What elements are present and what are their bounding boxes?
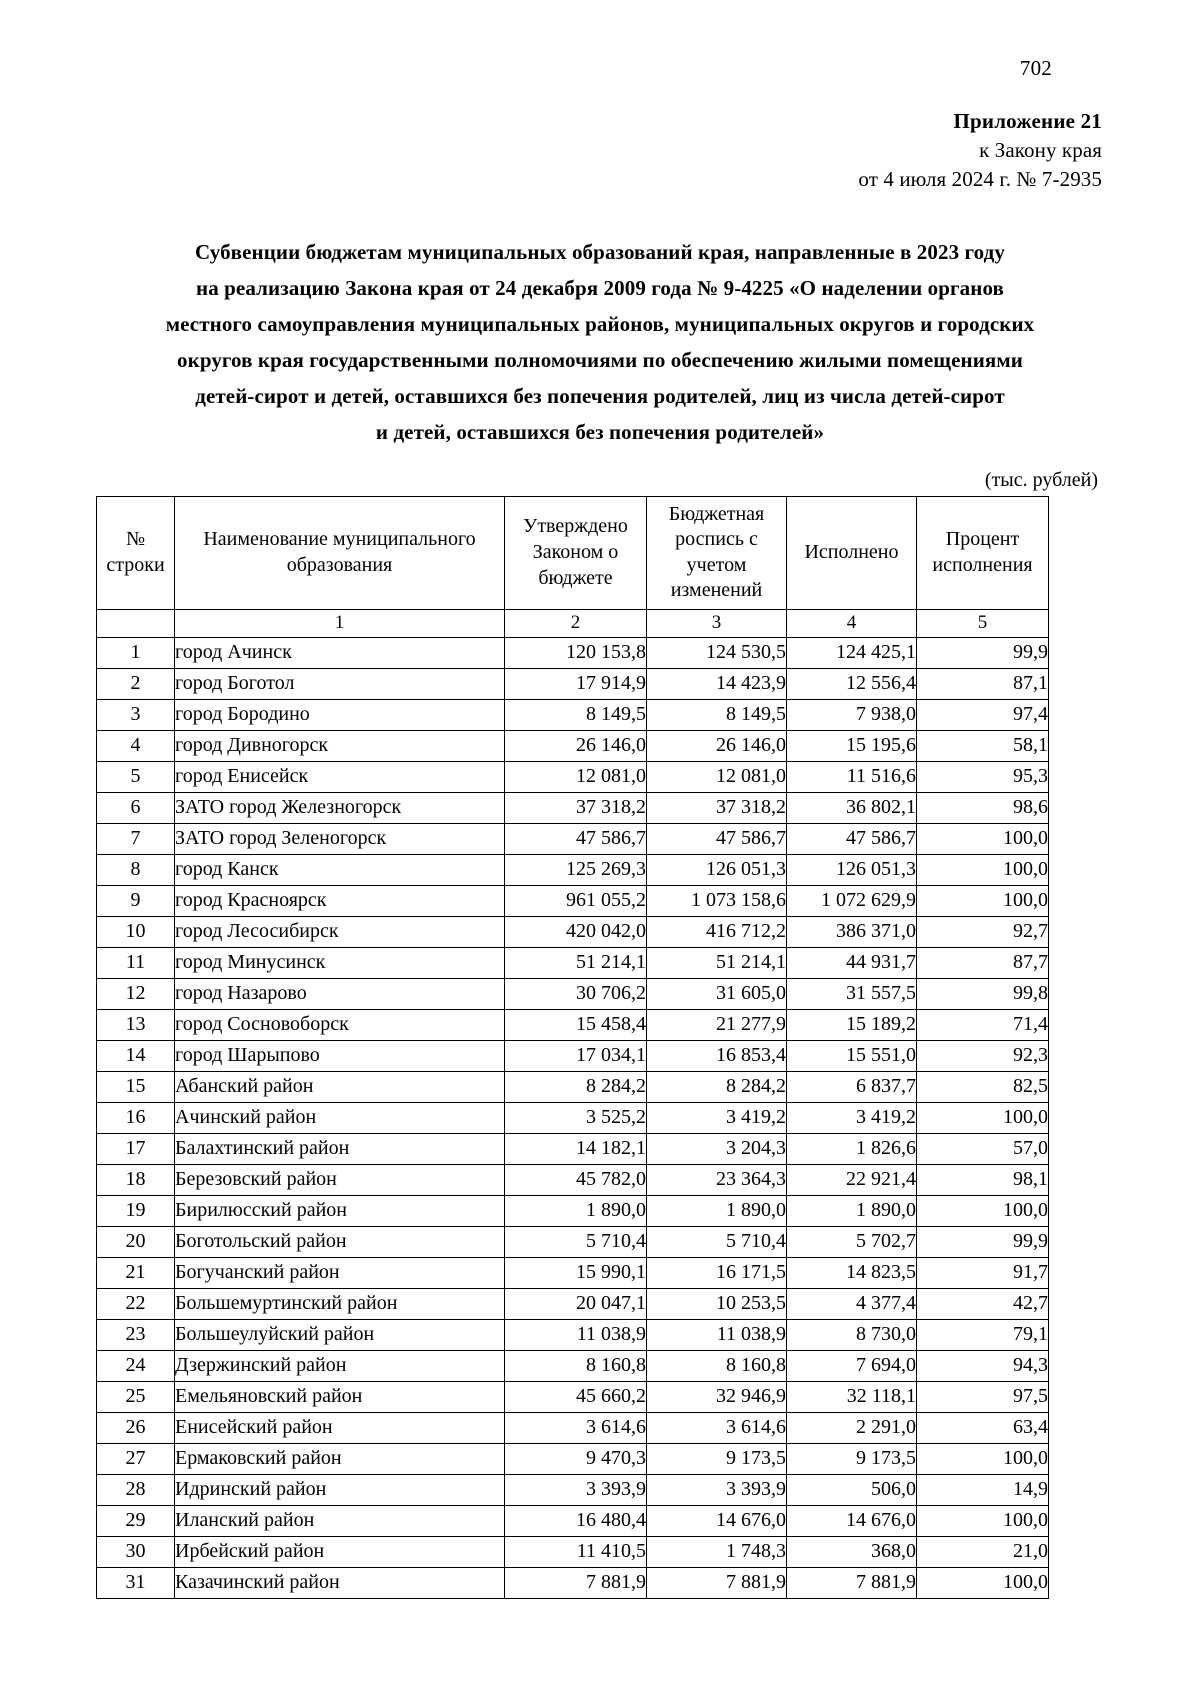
approved-cell: 8 284,2	[505, 1071, 647, 1102]
approved-cell: 8 160,8	[505, 1350, 647, 1381]
approved-cell: 45 660,2	[505, 1381, 647, 1412]
table-row	[97, 1319, 1049, 1350]
percent-cell: 87,1	[917, 668, 1049, 699]
executed-cell: 1 890,0	[787, 1195, 917, 1226]
percent-cell: 100,0	[917, 1567, 1049, 1598]
table-row	[97, 1505, 1049, 1536]
municipality-cell: Большеулуйский район	[175, 1319, 505, 1350]
header-executed: Исполнено	[787, 496, 917, 609]
municipality-cell: Дзержинский район	[175, 1350, 505, 1381]
row-number-cell: 14	[97, 1040, 175, 1071]
percent-cell: 99,8	[917, 978, 1049, 1009]
percent-cell: 98,6	[917, 792, 1049, 823]
executed-cell: 368,0	[787, 1536, 917, 1567]
row-number-cell: 22	[97, 1288, 175, 1319]
table-row	[97, 792, 1049, 823]
municipality-cell: Казачинский район	[175, 1567, 505, 1598]
municipality-cell: город Минусинск	[175, 947, 505, 978]
municipality-cell: Емельяновский район	[175, 1381, 505, 1412]
row-number-cell: 17	[97, 1133, 175, 1164]
approved-cell: 11 410,5	[505, 1536, 647, 1567]
approved-cell: 125 269,3	[505, 854, 647, 885]
municipality-cell: город Дивногорск	[175, 730, 505, 761]
row-number-cell: 1	[97, 637, 175, 668]
colnum-4: 4	[787, 609, 917, 637]
colnum-0	[97, 609, 175, 637]
table-row	[97, 1071, 1049, 1102]
municipality-cell: ЗАТО город Железногорск	[175, 792, 505, 823]
row-number-cell: 29	[97, 1505, 175, 1536]
row-number-cell: 26	[97, 1412, 175, 1443]
approved-cell: 17 914,9	[505, 668, 647, 699]
row-number-cell: 3	[97, 699, 175, 730]
row-number-cell: 24	[97, 1350, 175, 1381]
approved-cell: 7 881,9	[505, 1567, 647, 1598]
budget-plan-cell: 1 890,0	[647, 1195, 787, 1226]
document-title-line-2: на реализацию Закона края от 24 декабря 2009 года № 9-4225 «О наделении органов	[196, 276, 1004, 301]
approved-cell: 9 470,3	[505, 1443, 647, 1474]
row-number-cell: 16	[97, 1102, 175, 1133]
municipality-cell: Иланский район	[175, 1505, 505, 1536]
colnum-5: 5	[917, 609, 1049, 637]
percent-cell: 100,0	[917, 885, 1049, 916]
table-row	[97, 885, 1049, 916]
municipality-cell: город Боготол	[175, 668, 505, 699]
appendix-title: Приложение 21	[953, 109, 1102, 133]
percent-cell: 95,3	[917, 761, 1049, 792]
budget-plan-cell: 26 146,0	[647, 730, 787, 761]
header-budget-plan: Бюджетная роспись с учетом изменений	[647, 496, 787, 609]
row-number-cell: 9	[97, 885, 175, 916]
budget-plan-cell: 31 605,0	[647, 978, 787, 1009]
budget-plan-cell: 23 364,3	[647, 1164, 787, 1195]
executed-cell: 36 802,1	[787, 792, 917, 823]
row-number-cell: 6	[97, 792, 175, 823]
municipality-cell: город Енисейск	[175, 761, 505, 792]
approved-cell: 14 182,1	[505, 1133, 647, 1164]
table-row	[97, 668, 1049, 699]
percent-cell: 92,7	[917, 916, 1049, 947]
approved-cell: 420 042,0	[505, 916, 647, 947]
budget-plan-cell: 3 204,3	[647, 1133, 787, 1164]
table-row	[97, 1009, 1049, 1040]
executed-cell: 4 377,4	[787, 1288, 917, 1319]
table-row	[97, 1195, 1049, 1226]
budget-plan-cell: 1 073 158,6	[647, 885, 787, 916]
row-number-cell: 10	[97, 916, 175, 947]
municipality-cell: Боготольский район	[175, 1226, 505, 1257]
document-title	[96, 234, 1104, 451]
approved-cell: 120 153,8	[505, 637, 647, 668]
table-row	[97, 978, 1049, 1009]
executed-cell: 5 702,7	[787, 1226, 917, 1257]
municipality-cell: Березовский район	[175, 1164, 505, 1195]
table-row	[97, 1226, 1049, 1257]
approved-cell: 8 149,5	[505, 699, 647, 730]
table-column-numbers	[97, 609, 1049, 637]
budget-plan-cell: 14 676,0	[647, 1505, 787, 1536]
approved-cell: 51 214,1	[505, 947, 647, 978]
executed-cell: 3 419,2	[787, 1102, 917, 1133]
municipality-cell: Ачинский район	[175, 1102, 505, 1133]
document-title-line-6: и детей, оставшихся без попечения родителей»	[375, 420, 825, 445]
budget-plan-cell: 8 149,5	[647, 699, 787, 730]
column-number-row	[97, 609, 1049, 637]
row-number-cell: 25	[97, 1381, 175, 1412]
percent-cell: 57,0	[917, 1133, 1049, 1164]
approved-cell: 20 047,1	[505, 1288, 647, 1319]
table-row	[97, 1257, 1049, 1288]
budget-plan-cell: 10 253,5	[647, 1288, 787, 1319]
table-row	[97, 1164, 1049, 1195]
percent-cell: 71,4	[917, 1009, 1049, 1040]
budget-plan-cell: 16 853,4	[647, 1040, 787, 1071]
row-number-cell: 31	[97, 1567, 175, 1598]
municipality-cell: Богучанский район	[175, 1257, 505, 1288]
municipality-cell: город Лесосибирск	[175, 916, 505, 947]
percent-cell: 21,0	[917, 1536, 1049, 1567]
row-number-cell: 2	[97, 668, 175, 699]
budget-plan-cell: 3 614,6	[647, 1412, 787, 1443]
table-row	[97, 1567, 1049, 1598]
table-row	[97, 1288, 1049, 1319]
approved-cell: 45 782,0	[505, 1164, 647, 1195]
approved-cell: 5 710,4	[505, 1226, 647, 1257]
percent-cell: 97,5	[917, 1381, 1049, 1412]
approved-cell: 17 034,1	[505, 1040, 647, 1071]
table-row	[97, 637, 1049, 668]
approved-cell: 47 586,7	[505, 823, 647, 854]
document-title-line-5: детей-сирот и детей, оставшихся без попечения родителей, лиц из числа детей-сирот	[195, 384, 1005, 409]
percent-cell: 100,0	[917, 1505, 1049, 1536]
municipality-cell: город Назарово	[175, 978, 505, 1009]
table-row	[97, 1381, 1049, 1412]
percent-cell: 100,0	[917, 1102, 1049, 1133]
executed-cell: 386 371,0	[787, 916, 917, 947]
table-row	[97, 1474, 1049, 1505]
percent-cell: 98,1	[917, 1164, 1049, 1195]
budget-plan-cell: 9 173,5	[647, 1443, 787, 1474]
executed-cell: 12 556,4	[787, 668, 917, 699]
percent-cell: 99,9	[917, 1226, 1049, 1257]
budget-plan-cell: 16 171,5	[647, 1257, 787, 1288]
appendix-law-line: к Закону края	[979, 137, 1102, 162]
subventions-table	[96, 496, 1049, 1599]
percent-cell: 94,3	[917, 1350, 1049, 1381]
budget-plan-cell: 7 881,9	[647, 1567, 787, 1598]
municipality-cell: город Сосновоборск	[175, 1009, 505, 1040]
approved-cell: 15 458,4	[505, 1009, 647, 1040]
municipality-cell: город Ачинск	[175, 637, 505, 668]
table-row	[97, 823, 1049, 854]
row-number-cell: 12	[97, 978, 175, 1009]
page-number: 702	[1019, 56, 1052, 80]
document-title-line-3: местного самоуправления муниципальных районов, муниципальных округов и городских	[165, 312, 1035, 337]
executed-cell: 2 291,0	[787, 1412, 917, 1443]
budget-plan-cell: 8 284,2	[647, 1071, 787, 1102]
header-row-number: № строки	[97, 496, 175, 609]
header-approved: Утверждено Законом о бюджете	[505, 496, 647, 609]
municipality-cell: Ирбейский район	[175, 1536, 505, 1567]
municipality-cell: Абанский район	[175, 1071, 505, 1102]
executed-cell: 6 837,7	[787, 1071, 917, 1102]
table-header-row	[97, 496, 1049, 609]
percent-cell: 14,9	[917, 1474, 1049, 1505]
colnum-3: 3	[647, 609, 787, 637]
budget-plan-cell: 32 946,9	[647, 1381, 787, 1412]
colnum-2: 2	[505, 609, 647, 637]
approved-cell: 1 890,0	[505, 1195, 647, 1226]
header-percent: Процент исполнения	[917, 496, 1049, 609]
budget-plan-cell: 416 712,2	[647, 916, 787, 947]
municipality-cell: Идринский район	[175, 1474, 505, 1505]
percent-cell: 100,0	[917, 823, 1049, 854]
executed-cell: 1 072 629,9	[787, 885, 917, 916]
executed-cell: 506,0	[787, 1474, 917, 1505]
row-number-cell: 21	[97, 1257, 175, 1288]
executed-cell: 22 921,4	[787, 1164, 917, 1195]
table-row	[97, 854, 1049, 885]
executed-cell: 7 938,0	[787, 699, 917, 730]
budget-plan-cell: 14 423,9	[647, 668, 787, 699]
percent-cell: 79,1	[917, 1319, 1049, 1350]
executed-cell: 124 425,1	[787, 637, 917, 668]
row-number-cell: 23	[97, 1319, 175, 1350]
row-number-cell: 13	[97, 1009, 175, 1040]
table-row	[97, 699, 1049, 730]
table-row	[97, 1133, 1049, 1164]
table-body	[97, 637, 1049, 1598]
row-number-cell: 4	[97, 730, 175, 761]
budget-plan-cell: 3 393,9	[647, 1474, 787, 1505]
budget-plan-cell: 11 038,9	[647, 1319, 787, 1350]
executed-cell: 11 516,6	[787, 761, 917, 792]
budget-plan-cell: 47 586,7	[647, 823, 787, 854]
executed-cell: 7 881,9	[787, 1567, 917, 1598]
table-row	[97, 947, 1049, 978]
percent-cell: 63,4	[917, 1412, 1049, 1443]
budget-plan-cell: 3 419,2	[647, 1102, 787, 1133]
document-title-line-1: Субвенции бюджетам муниципальных образований края, направленные в 2023 году	[195, 239, 1005, 264]
municipality-cell: Бирилюсский район	[175, 1195, 505, 1226]
percent-cell: 58,1	[917, 730, 1049, 761]
percent-cell: 92,3	[917, 1040, 1049, 1071]
approved-cell: 3 614,6	[505, 1412, 647, 1443]
table-row	[97, 1412, 1049, 1443]
row-number-cell: 20	[97, 1226, 175, 1257]
table-row	[97, 1102, 1049, 1133]
row-number-cell: 28	[97, 1474, 175, 1505]
percent-cell: 100,0	[917, 854, 1049, 885]
executed-cell: 9 173,5	[787, 1443, 917, 1474]
row-number-cell: 15	[97, 1071, 175, 1102]
percent-cell: 100,0	[917, 1443, 1049, 1474]
municipality-cell: ЗАТО город Зеленогорск	[175, 823, 505, 854]
executed-cell: 47 586,7	[787, 823, 917, 854]
budget-plan-cell: 8 160,8	[647, 1350, 787, 1381]
percent-cell: 99,9	[917, 637, 1049, 668]
approved-cell: 15 990,1	[505, 1257, 647, 1288]
percent-cell: 97,4	[917, 699, 1049, 730]
municipality-cell: Балахтинский район	[175, 1133, 505, 1164]
document-title-line-4: округов края государственными полномочиями по обеспечению жилыми помещениями	[177, 348, 1023, 373]
table-row	[97, 761, 1049, 792]
approved-cell: 3 393,9	[505, 1474, 647, 1505]
approved-cell: 11 038,9	[505, 1319, 647, 1350]
executed-cell: 126 051,3	[787, 854, 917, 885]
municipality-cell: город Канск	[175, 854, 505, 885]
budget-plan-cell: 126 051,3	[647, 854, 787, 885]
executed-cell: 15 551,0	[787, 1040, 917, 1071]
percent-cell: 91,7	[917, 1257, 1049, 1288]
executed-cell: 44 931,7	[787, 947, 917, 978]
header-municipality: Наименование муниципального образования	[175, 496, 505, 609]
table-row	[97, 1536, 1049, 1567]
row-number-cell: 30	[97, 1536, 175, 1567]
executed-cell: 31 557,5	[787, 978, 917, 1009]
row-number-cell: 8	[97, 854, 175, 885]
executed-cell: 15 195,6	[787, 730, 917, 761]
approved-cell: 12 081,0	[505, 761, 647, 792]
executed-cell: 14 823,5	[787, 1257, 917, 1288]
approved-cell: 3 525,2	[505, 1102, 647, 1133]
appendix-reference-block	[96, 107, 1104, 194]
table-row	[97, 916, 1049, 947]
appendix-date-line: от 4 июля 2024 г. № 7-2935	[858, 166, 1102, 191]
row-number-cell: 11	[97, 947, 175, 978]
municipality-cell: Ермаковский район	[175, 1443, 505, 1474]
row-number-cell: 27	[97, 1443, 175, 1474]
budget-plan-cell: 37 318,2	[647, 792, 787, 823]
percent-cell: 100,0	[917, 1195, 1049, 1226]
executed-cell: 14 676,0	[787, 1505, 917, 1536]
row-number-cell: 18	[97, 1164, 175, 1195]
approved-cell: 37 318,2	[505, 792, 647, 823]
approved-cell: 16 480,4	[505, 1505, 647, 1536]
colnum-1: 1	[175, 609, 505, 637]
row-number-cell: 19	[97, 1195, 175, 1226]
row-number-cell: 5	[97, 761, 175, 792]
table-row	[97, 730, 1049, 761]
table-row	[97, 1443, 1049, 1474]
executed-cell: 8 730,0	[787, 1319, 917, 1350]
municipality-cell: город Красноярск	[175, 885, 505, 916]
percent-cell: 87,7	[917, 947, 1049, 978]
approved-cell: 30 706,2	[505, 978, 647, 1009]
municipality-cell: город Бородино	[175, 699, 505, 730]
approved-cell: 961 055,2	[505, 885, 647, 916]
municipality-cell: город Шарыпово	[175, 1040, 505, 1071]
approved-cell: 26 146,0	[505, 730, 647, 761]
budget-plan-cell: 51 214,1	[647, 947, 787, 978]
budget-plan-cell: 124 530,5	[647, 637, 787, 668]
municipality-cell: Большемуртинский район	[175, 1288, 505, 1319]
budget-plan-cell: 1 748,3	[647, 1536, 787, 1567]
percent-cell: 82,5	[917, 1071, 1049, 1102]
percent-cell: 42,7	[917, 1288, 1049, 1319]
units-label: (тыс. рублей)	[984, 468, 1098, 491]
table-header	[97, 496, 1049, 609]
budget-plan-cell: 5 710,4	[647, 1226, 787, 1257]
executed-cell: 32 118,1	[787, 1381, 917, 1412]
table-row	[97, 1350, 1049, 1381]
executed-cell: 1 826,6	[787, 1133, 917, 1164]
executed-cell: 15 189,2	[787, 1009, 917, 1040]
table-row	[97, 1040, 1049, 1071]
budget-plan-cell: 12 081,0	[647, 761, 787, 792]
municipality-cell: Енисейский район	[175, 1412, 505, 1443]
row-number-cell: 7	[97, 823, 175, 854]
budget-plan-cell: 21 277,9	[647, 1009, 787, 1040]
executed-cell: 7 694,0	[787, 1350, 917, 1381]
